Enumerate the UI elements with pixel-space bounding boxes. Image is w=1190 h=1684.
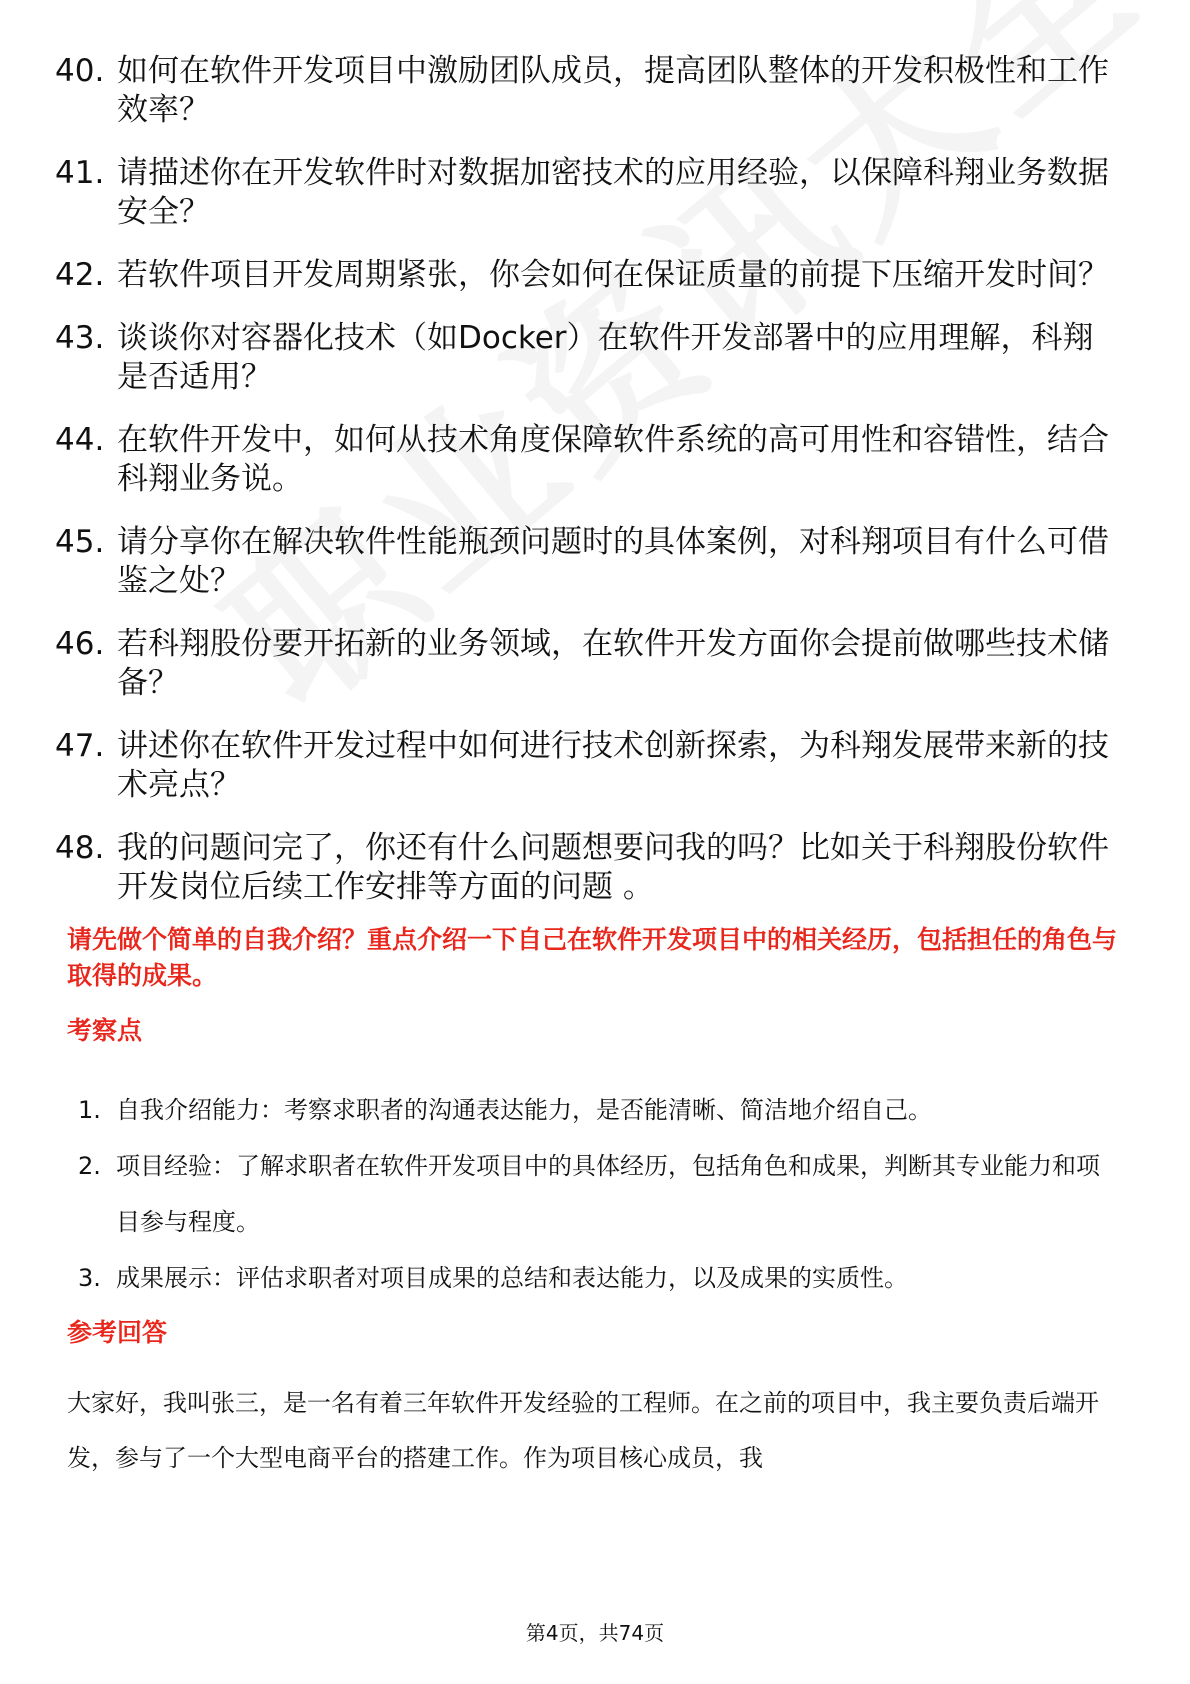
assessment-number: 3. [78, 1264, 101, 1292]
assessment-text: 项目经验：了解求职者在软件开发项目中的具体经历，包括角色和成果，判断其专业能力和项目参与程度。 [116, 1152, 1100, 1236]
question-list [55, 52, 1115, 931]
question-item [55, 727, 1115, 805]
question-number: 44. [55, 422, 105, 458]
question-number: 40. [55, 53, 105, 89]
question-number: 47. [55, 728, 105, 764]
question-text: 在软件开发中，如何从技术角度保障软件系统的高可用性和容错性，结合科翔业务说。 [117, 422, 1109, 497]
question-text: 若软件项目开发周期紧张，你会如何在保证质量的前提下压缩开发时间？ [117, 257, 1109, 293]
question-item [55, 523, 1115, 601]
question-text: 请分享你在解决软件性能瓶颈问题时的具体案例，对科翔项目有什么可借鉴之处？ [117, 524, 1109, 599]
question-number: 43. [55, 320, 105, 356]
question-number: 45. [55, 524, 105, 560]
question-text: 谈谈你对容器化技术（如Docker）在软件开发部署中的应用理解，科翔是否适用？ [117, 320, 1094, 395]
assessment-item [78, 1138, 1118, 1250]
assessment-text: 自我介绍能力：考察求职者的沟通表达能力，是否能清晰、简洁地介绍自己。 [116, 1096, 932, 1124]
reference-heading: 参考回答 [67, 1318, 168, 1347]
assessment-item [78, 1250, 1118, 1306]
assessment-list [78, 1082, 1118, 1306]
question-text: 如何在软件开发项目中激励团队成员，提高团队整体的开发积极性和工作效率？ [117, 53, 1109, 128]
question-item [55, 319, 1115, 397]
assessment-heading: 考察点 [67, 1016, 143, 1045]
assessment-number: 1. [78, 1096, 101, 1124]
assessment-number: 2. [78, 1152, 101, 1180]
interview-prompt: 请先做个简单的自我介绍？重点介绍一下自己在软件开发项目中的相关经历，包括担任的角色与取得的成果。 [67, 925, 1118, 990]
question-number: 41. [55, 155, 105, 191]
page-number: 第4页，共74页 [525, 1621, 665, 1645]
question-item [55, 256, 1115, 295]
question-item [55, 421, 1115, 499]
question-text: 请描述你在开发软件时对数据加密技术的应用经验，以保障科翔业务数据安全？ [117, 155, 1109, 230]
question-item [55, 625, 1115, 703]
question-text: 我的问题问完了，你还有什么问题想要问我的吗？比如关于科翔股份软件开发岗位后续工作安排等方面的问题 。 [117, 830, 1109, 905]
question-text: 讲述你在软件开发过程中如何进行技术创新探索，为科翔发展带来新的技术亮点？ [117, 728, 1109, 803]
question-number: 48. [55, 830, 105, 866]
question-item [55, 52, 1115, 130]
assessment-item [78, 1082, 1118, 1138]
question-number: 42. [55, 257, 105, 293]
question-item [55, 154, 1115, 232]
question-item [55, 829, 1115, 907]
question-number: 46. [55, 626, 105, 662]
question-text: 若科翔股份要开拓新的业务领域，在软件开发方面你会提前做哪些技术储备？ [117, 626, 1109, 701]
reference-answer: 大家好，我叫张三，是一名有着三年软件开发经验的工程师。在之前的项目中，我主要负责后端开发，参与了一个大型电商平台的搭建工作。作为项目核心成员，我 [67, 1389, 1099, 1472]
assessment-text: 成果展示：评估求职者对项目成果的总结和表达能力，以及成果的实质性。 [116, 1264, 908, 1292]
